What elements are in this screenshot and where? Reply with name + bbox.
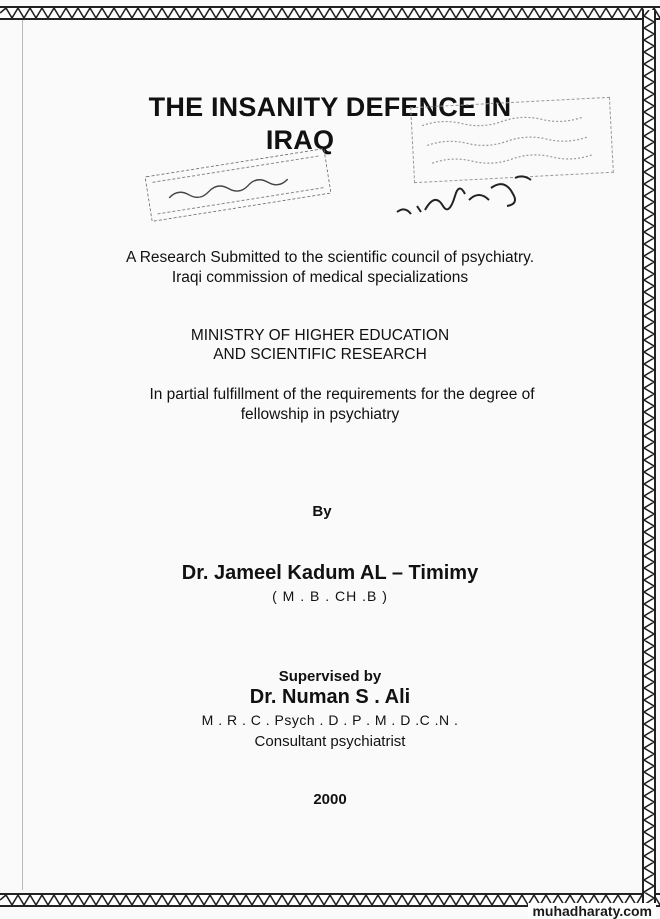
- submitted-line-1: A Research Submitted to the scientific council of psychiatry.: [125, 249, 535, 266]
- partial-fulfillment-line-1: In partial fulfillment of the requirements for the degree of: [149, 386, 535, 403]
- supervisor-degrees: M . R . C . Psych . D . P . M . D .C .N .: [201, 712, 459, 728]
- partial-fulfillment-line-2: fellowship in psychiatry: [240, 406, 400, 423]
- document-title-line-1: THE INSANITY DEFENCE IN: [148, 92, 512, 122]
- submitted-line-2: Iraqi commission of medical specializations: [171, 269, 469, 286]
- by-label: By: [312, 503, 332, 520]
- ministry-line-2: AND SCIENTIFIC RESEARCH: [213, 346, 427, 363]
- author-name: Dr. Jameel Kadum AL – Timimy: [181, 562, 479, 584]
- author-degree: ( M . B . CH .B ): [272, 588, 388, 604]
- supervisor-role: Consultant psychiatrist: [254, 733, 406, 750]
- ministry-line-1: MINISTRY OF HIGHER EDUCATION: [190, 327, 450, 344]
- site-watermark: muhadharaty.com: [528, 903, 656, 919]
- stamp-texture: [146, 149, 331, 221]
- left-stamp: [145, 148, 332, 222]
- supervisor-name: Dr. Numan S . Ali: [249, 686, 411, 708]
- document-title-line-2: IRAQ: [265, 125, 335, 155]
- supervised-by-label: Supervised by: [278, 668, 382, 685]
- handwritten-signature: [395, 160, 545, 220]
- year: 2000: [313, 791, 347, 808]
